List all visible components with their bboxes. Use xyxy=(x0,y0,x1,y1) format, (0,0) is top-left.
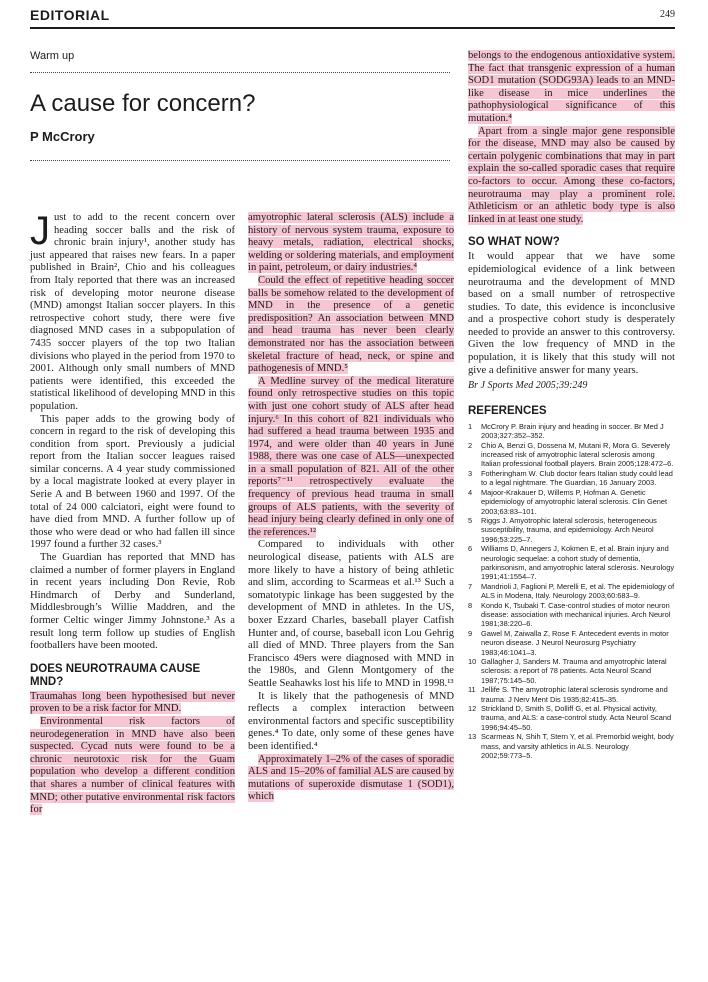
paragraph: A Medline survey of the medical literature found only retrospective studies on this topic with just one cohort study of ALS after head injury.⁶ In this cohort of 821 individuals who had suffered a head trauma between 1935 and 1974, and were older than 40 years in June 1988, there was one case of ALS—unexpected in a small population of 821. All of the other reports⁷⁻¹¹ retrospectively evaluate the frequency of previous head trauma in small groups of ALS patients, with the severity of head injury being clearly defined in only one of the references.¹² xyxy=(248,375,454,538)
paragraph: Approximately 1–2% of the cases of sporadic ALS and 15–20% of familial ALS are caused by mutations of superoxide dismutase 1 (SOD1), which xyxy=(248,753,454,803)
reference-item xyxy=(468,629,675,657)
paragraph: Compared to individuals with other neurological disease, patients with ALS are more likely to have a history of being athletic and slim, according to Scarmeas et al.¹³ Such a somatotypic linkage has been suggested by the development of MND in athletes. In the US, boxer Ezzard Charles, baseball player Catfish Hunter and, of course, baseball icon Lou Gehrig all died of MND. Three players from the San Francisco 49ers were diagnosed with MND in the 1980s, and Glenn Montgomery of the Seattle Seahawks lost his life to MND in 1998.¹³ xyxy=(248,539,454,689)
drop-cap: J xyxy=(30,209,50,253)
reference-text: Chio A, Benzi G, Dossena M, Mutani R, Mora G. Severely increased risk of amyotrophic lateral sclerosis among Italian professional football players. Brain 2005;128:472–6. xyxy=(481,440,674,469)
section-label: EDITORIAL xyxy=(30,7,110,23)
page-header xyxy=(30,7,675,25)
reference-item xyxy=(468,469,675,488)
section-heading: SO WHAT NOW? xyxy=(468,236,560,249)
reference-number: 7 xyxy=(468,581,473,591)
reference-number: 9 xyxy=(468,628,473,638)
column-1 xyxy=(30,209,235,817)
dotted-divider xyxy=(30,160,450,161)
reference-item xyxy=(468,601,675,629)
paragraph: Could the effect of repetitive heading soccer balls be somehow related to the development of MND in the presence of a genetic predisposition? An association between MND and head trauma has never been clearly demonstrated nor has the association between skeletal fracture of head, neck, or spine and pathogenesis of MND.⁵ xyxy=(248,274,454,375)
paragraph: The Guardian has reported that MND has claimed a number of former players in England in recent years including Don Revie, Rob Hindmarch of Derby and Sunderland, Middlesbrough’s Willie Maddren, and the former Celtic winger Jimmy Johnstone.³ As a result long term follow up studies of English footballers have been mooted. xyxy=(30,552,235,652)
reference-text: Gawel M, Zaiwalla Z, Rose F. Antecedent events in motor neuron disease. J Neurol Neurosurg Psychiatry 1983;46:1041–3. xyxy=(481,628,669,657)
reference-number: 6 xyxy=(468,544,473,554)
reference-item xyxy=(468,488,675,516)
reference-number: 13 xyxy=(468,732,477,742)
reference-text: McCrory P. Brain injury and heading in soccer. Br Med J 2003;327:352–352. xyxy=(481,421,664,441)
kicker: Warm up xyxy=(30,50,75,62)
reference-item xyxy=(468,516,675,544)
paragraph: This paper adds to the growing body of concern in regard to the risk of developing this condition from sport. Previously a judicial report from the Italian soccer leagues raised similar concerns. A 4 year study commissioned by a local magistrate looked at every player in Serie A and B between 1960 and 1997. Of the total of 24 000 calciatori, eight were found to have died from MND. A further follow up of those who were dead or who had fallen ill since 1997 found a further 32 cases.³ xyxy=(30,413,235,551)
reference-number: 2 xyxy=(468,440,473,450)
reference-text: Williams D, Annegers J, Kokmen E, et al. Brain injury and neurologic sequelae: a cohort study of dementia, parkinsonism, and amyotrophic lateral sclerosis. Neurology 1991;41:1554–7. xyxy=(481,544,675,582)
article-title: A cause for concern? xyxy=(30,90,256,117)
paragraph: amyotrophic lateral sclerosis (ALS) include a history of nervous system trauma, exposure to heavy metals, radiation, electrical shocks, welding or soldering materials, and employment in paint, petroleum, or dairy industries.⁴ xyxy=(248,212,454,274)
dotted-divider xyxy=(30,72,450,73)
reference-number: 12 xyxy=(468,704,477,714)
reference-number: 10 xyxy=(468,657,477,666)
paragraph: belongs to the endogenous antioxidative system. The fact that transgenic expression of a human SOD1 mutation (SODG93A) leads to an MND-like disease in mice underlines the pathophysiological significance of this mutation.⁴ xyxy=(468,50,675,124)
reference-item xyxy=(468,582,675,601)
paragraph: Traumahas long been hypothesised but never proven to be a risk factor for MND. xyxy=(30,690,235,715)
paragraph: Just to add to the recent concern over heading soccer balls and the risk of chronic brain injury¹, another study has just appeared that raises new fears. In a paper published in Brain², Chio and his colleagues from Italy reported that there was an increased risk of developing motor neurone disease (MND) amongst Italian soccer players. In this retrospective cohort study, there were five diagnosed MND cases in a subpopulation of 7435 soccer players of the top two Italian divisions who played in the period from 1970 to 2001. Although only small numbers of MND patients were identified, this exceeded the statistical likelihood of developing MND in this population. xyxy=(30,209,235,412)
paragraph: It would appear that we have some epidemiological evidence of a link between neurotrauma and the development of MND based on a small number of retrospective studies. To date, this evidence is inconclusive and a prospective cohort study is desperately needed to provide an answer to this controversy. Given the low frequency of MND in the population, it is likely that this study will not give a definitive answer for many years. xyxy=(468,251,675,376)
reference-item xyxy=(468,441,675,469)
reference-number: 1 xyxy=(468,421,473,431)
reference-number: 8 xyxy=(468,600,473,610)
reference-text: Riggs J. Amyotrophic lateral sclerosis, heterogeneous susceptibility, trauma, and epidemiology. Arch Neurol 1996;53:225–7. xyxy=(481,515,657,544)
paragraph: Environmental risk factors of neurodegeneration in MND have also been suspected. Cycad nuts were found to be a chronic neurotoxic risk for the Guam population who develop a different condition that shares a number of clinical features with MND; other putative environmental risk factors for xyxy=(30,715,235,816)
header-rule xyxy=(30,27,675,29)
author-name: P McCrory xyxy=(30,129,95,144)
reference-text: Strickland D, Smith S, Dolliff G, et al. Physical activity, trauma, and ALS: a case-control study. Acta Neurol Scand 1996;94:45–50. xyxy=(481,704,672,732)
reference-number: 5 xyxy=(468,515,473,525)
journal-citation: Br J Sports Med 2005;39:249 xyxy=(468,380,588,392)
paragraph: It is likely that the pathogenesis of MND reflects a complex interaction between environmental factors and specific susceptibility genes.⁴ To date, only some of these genes have been identified.⁴ xyxy=(248,690,454,752)
reference-text: Mandrioli J, Faglioni P, Merelli E, et al. The epidemiology of ALS in Modena, Italy. Neurology 2003;60:683–9. xyxy=(481,581,675,601)
reference-text: Majoor-Krakauer D, Willems P, Hofman A. Genetic epidemiology of amyotrophic lateral sclerosis. Clin Genet 2003;63:83–101. xyxy=(481,487,668,516)
column-3 xyxy=(468,50,675,760)
reference-text: Jellife S. The amyotrophic lateral sclerosis syndrome and trauma. J Nerv Ment Dis 1935;82:415–35. xyxy=(481,685,668,704)
reference-item xyxy=(468,732,675,760)
page-number: 249 xyxy=(660,9,675,20)
reference-item xyxy=(468,544,675,582)
references-heading: REFERENCES xyxy=(468,404,547,417)
reference-text: Kondo K, Tsubaki T. Case-control studies of motor neuron disease: association with mechanical injuries. Arch Neurol 1981;38:220–6. xyxy=(481,600,671,629)
reference-text: Gallagher J, Sanders M. Trauma and amyotrophic lateral sclerosis: a report of 78 patients. Acta Neurol Scand 1987;75:145–50. xyxy=(481,657,667,685)
reference-list xyxy=(468,422,675,761)
reference-number: 11 xyxy=(468,685,476,695)
reference-text: Fotheringham W. Club doctor fears Italian study could lead to a legal nightmare. The Guardian, 16 January 2003. xyxy=(481,468,673,488)
column-2 xyxy=(248,212,454,804)
section-heading: DOES NEUROTRAUMA CAUSE MND? xyxy=(30,662,201,688)
reference-number: 3 xyxy=(468,468,473,478)
reference-item xyxy=(468,685,675,704)
reference-item xyxy=(468,422,675,441)
reference-text: Scarmeas N, Shih T, Stern Y, et al. Premorbid weight, body mass, and varsity athletics in ALS. Neurology 2002;59:773–5. xyxy=(481,732,674,761)
reference-item xyxy=(468,657,675,685)
paragraph: Apart from a single major gene responsible for the disease, MND may also be caused by certain polygenic combinations that may in part explain the so-called sporadic cases that require co-factors to occur. Among these co-factors, neurotrauma may play a prominent role. Athleticism or an athletic body type is also linked in at least one study. xyxy=(468,125,675,225)
reference-item xyxy=(468,704,675,732)
reference-number: 4 xyxy=(468,487,473,497)
